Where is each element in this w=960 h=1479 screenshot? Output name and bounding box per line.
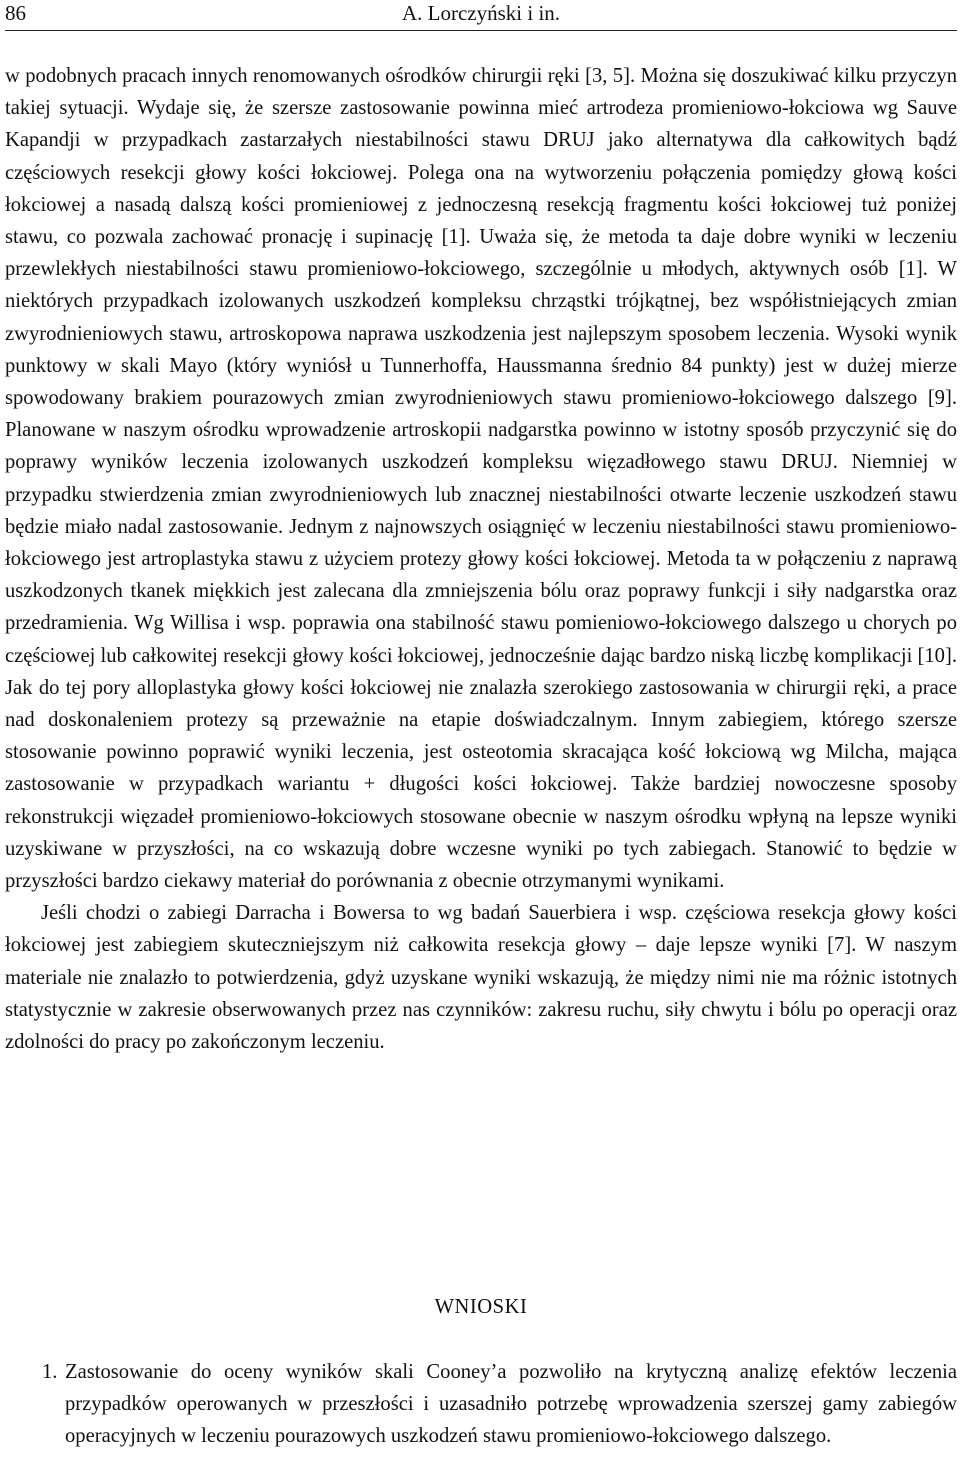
list-item-text: Zastosowanie do oceny wyników skali Cooney’a pozwoliło na krytyczną analizę efektów leczenia przypadków operowanych w przeszłości i uzasadniło potrzebę wprowadzenia szerszej gamy zabiegów operacyjnych w leczeniu pourazowych uszkodzeń stawu promieniowo-łokciowego dalszego. <box>65 1361 957 1448</box>
conclusions-list <box>5 1356 957 1453</box>
paragraph: w podobnych pracach innych renomowanych ośrodków chirurgii ręki [3, 5]. Można się doszukiwać kilku przyczyn takiej sytuacji. Wydaje się, że szersze zastosowanie powinna mieć artrodeza promieniowo-łokciowa wg Sauve Kapandji w przypadkach zastarzałych niestabilności stawu DRUJ jako alternatywa dla całkowitych bądź częściowych resekcji głowy kości łokciowej. Polega ona na wytworzeniu połączenia pomiędzy głową kości łokciowej a nasadą dalszą kości promieniowej z jednoczesną resekcją fragmentu kości łokciowej tuż poniżej stawu, co pozwala zachować pronację i supinację [1]. Uważa się, że metoda ta daje dobre wyniki w leczeniu przewlekłych niestabilności stawu promieniowo-łokciowego, szczególnie u młodych, aktywnych osób [1]. W niektórych przypadkach izolowanych uszkodzeń kompleksu chrząstki trójkątnej, bez współistniejących zmian zwyrodnieniowych stawu, artroskopowa naprawa uszkodzenia jest najlepszym sposobem leczenia. Wysoki wynik punktowy w skali Mayo (który wyniósł u Tunnerhoffa, Haussmanna średnio 84 punkty) jest w dużej mierze spowodowany brakiem pourazowych zmian zwyrodnieniowych stawu promieniowo-łokciowego dalszego [9]. Planowane w naszym ośrodku wprowadzenie artroskopii nadgarstka powinno w istotny sposób przyczynić się do poprawy wyników leczenia izolowanych uszkodzeń kompleksu więzadłowego stawu DRUJ. Niemniej w przypadku stwierdzenia zmian zwyrodnieniowych lub znacznej niestabilności otwarte leczenie uszkodzeń stawu będzie miało nadal zastosowanie. Jednym z najnowszych osiągnięć w leczeniu niestabilności stawu promieniowo-łokciowego jest artroplastyka stawu z użyciem protezy głowy kości łokciowej. Metoda ta w połączeniu z naprawą uszkodzonych tkanek miękkich jest zalecana dla zmniejszenia bólu oraz poprawy funkcji i siły nadgarstka oraz przedramienia. Wg Willisa i wsp. poprawia ona stabilność stawu pomieniowo-łokciowego dalszego u chorych po częściowej lub całkowitej resekcji głowy kości łokciowej, jednocześnie dając bardzo niską liczbę komplikacji [10]. Jak do tej pory alloplastyka głowy kości łokciowej nie znalazła szerokiego zastosowania w chirurgii ręki, a prace nad doskonaleniem protezy są przeważnie na etapie doświadczalnym. Innym zabiegiem, którego szersze stosowanie powinno poprawić wyniki leczenia, jest osteotomia skracająca kość łokciową wg Milcha, mająca zastosowanie w przypadkach wariantu + długości kości łokciowej. Także bardziej nowoczesne sposoby rekonstrukcji więzadeł promieniowo-łokciowych stosowane obecnie w naszym ośrodku wpłyną na lepsze wyniki uzyskiwane w przyszłości, na co wskazują dobre wczesne wyniki po tych zabiegach. Stanowić to będzie w przyszłości bardzo ciekawy materiał do porównania z obecnie otrzymanymi wynikami. <box>5 65 957 893</box>
section-title: WNIOSKI <box>434 1296 528 1318</box>
body-text <box>5 60 957 1058</box>
page-header <box>5 0 957 30</box>
paragraph: Jeśli chodzi o zabiegi Darracha i Bowersa to wg badań Sauerbiera i wsp. częściowa resekcja głowy kości łokciowej jest zabiegiem skuteczniejszym niż całkowita resekcja głowy – daje lepsze wyniki [7]. W naszym materiale nie znalazło to potwierdzenia, gdyż uzyskane wyniki wskazują, że między nimi nie ma różnic istotnych statystycznie w zakresie obserwowanych przez nas czynników: zakresu ruchu, siły chwytu i bólu po operacji oraz zdolności do pracy po zakończonym leczeniu. <box>5 902 957 1054</box>
list-item <box>5 1356 957 1453</box>
page <box>5 0 957 1448</box>
list-item-number: 1. <box>42 1361 58 1383</box>
header-rule <box>5 30 957 31</box>
page-number: 86 <box>5 1 26 25</box>
running-head: A. Lorczyński i in. <box>401 1 561 25</box>
